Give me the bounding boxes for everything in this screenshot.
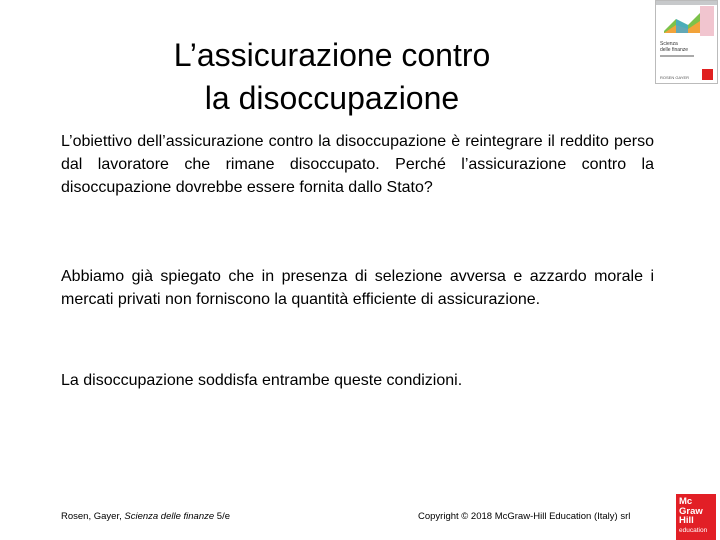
paragraph-1: L’obiettivo dell’assicurazione contro la disoccupazione è reintegrare il reddito perso dal lavoratore che rimane disoccupato. Perché l’assicurazione contro la disoccupazione dovrebbe essere fornita dallo Stato? [61, 133, 654, 196]
paragraph-2: Abbiamo già spiegato che in presenza di selezione avversa e azzardo morale i mercati privati non forniscono la quantità efficiente di assicurazione. [61, 268, 654, 308]
footer-copyright: Copyright © 2018 McGraw-Hill Education (Italy) srl [418, 511, 631, 522]
slide-title-line-1: L’assicurazione contro [173, 37, 491, 73]
cover-title-line-2: delle finanze [660, 47, 689, 53]
book-cover-thumbnail [655, 0, 718, 84]
logo-line-4: education [679, 526, 708, 534]
slide-title [100, 34, 564, 120]
slide-title-line-2: la disoccupazione [204, 80, 460, 116]
cover-title-line-1: Scienza [660, 41, 678, 47]
cover-pink-panel [700, 6, 714, 36]
logo-line-3: Hill [679, 515, 694, 526]
mcgraw-hill-logo [676, 494, 716, 540]
logo-line-2: Graw [679, 505, 703, 517]
cover-chart-graphic [662, 7, 702, 35]
footer-authors: Rosen, Gayer, [61, 511, 125, 522]
footer-edition: 5/e [214, 511, 231, 522]
paragraph-3: La disoccupazione soddisfa entrambe queste condizioni. [61, 372, 463, 389]
cover-title [660, 41, 700, 53]
footer-citation [61, 511, 230, 523]
cover-authors: ROSEN GAYER [660, 75, 690, 80]
cover-publisher-logo [702, 69, 713, 80]
cover-top-band [656, 1, 717, 5]
logo-line-1: Mc [679, 496, 693, 507]
cover-subtitle-bar [660, 55, 694, 57]
footer-book-title: Scienza delle finanze [124, 511, 215, 522]
